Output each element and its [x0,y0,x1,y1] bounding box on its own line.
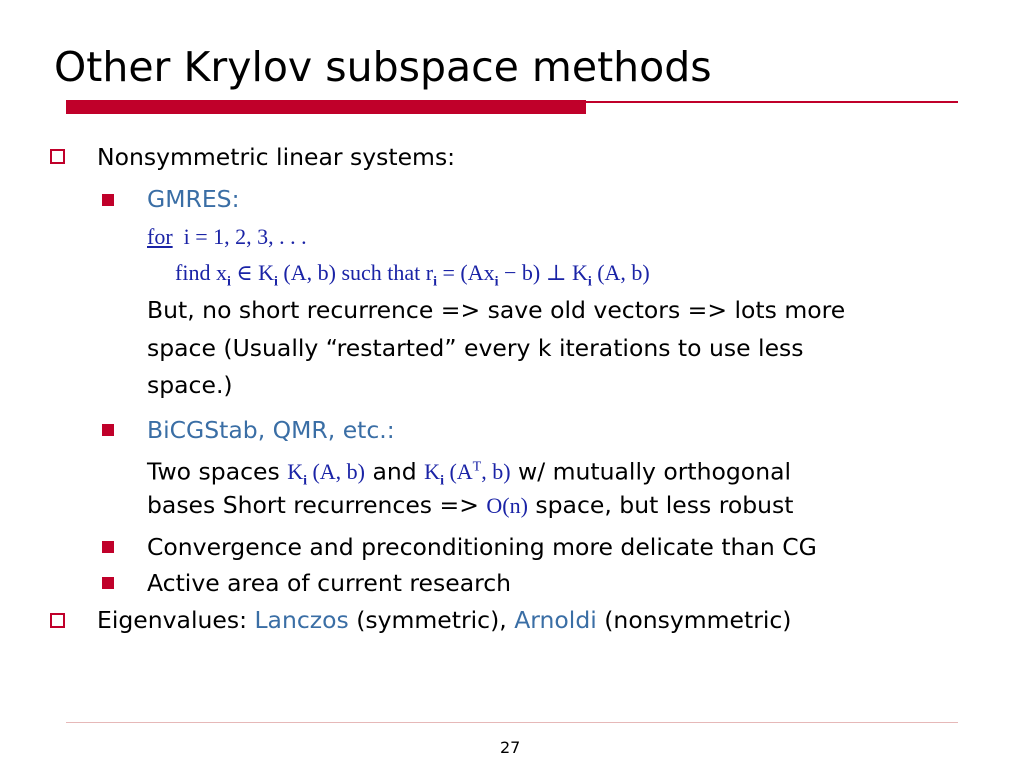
krylov-k: K [424,459,441,485]
symmetric-text: (symmetric), [348,606,515,634]
bicg-label: BiCGStab, QMR, etc.: [147,416,395,444]
element-of-symbol: ∈ [236,260,253,285]
title-rule-thick [66,100,586,114]
minus-b-perp: − b) ⊥ K [498,260,588,285]
square-bullet-icon [102,424,114,436]
short-recurrences-text: bases Short recurrences => [147,491,487,519]
slide-title: Other Krylov subspace methods [54,43,712,91]
square-bullet-icon [102,541,114,553]
ab-end: (A, b) [597,260,650,285]
krylov-k: K [287,459,304,485]
square-bullet-icon [102,577,114,589]
less-robust-text: space, but less robust [527,491,794,519]
hollow-square-bullet-icon [50,613,65,628]
two-spaces-text: Two spaces [147,457,288,486]
bullet-nonsymmetric: Nonsymmetric linear systems: [97,143,456,171]
subscript-i: i [587,274,592,290]
subscript-i: i [440,473,444,489]
eigenvalues-label: Eigenvalues: [97,606,255,634]
subscript-i: i [494,274,499,290]
arnoldi-link: Arnoldi [514,606,597,634]
ab-text: (A, b) [306,459,366,485]
subscript-i: i [226,274,231,290]
krylov-k: K [258,260,275,285]
hollow-square-bullet-icon [50,149,65,164]
nonsymmetric-text: (nonsymmetric) [596,606,792,634]
bullet-active-area: Active area of current research [147,569,512,597]
big-o-n: O(n) [486,493,528,518]
subscript-i: i [274,274,278,290]
superscript-t: T [472,460,482,475]
bicg-line-2 [147,490,794,521]
subscript-i: i [303,473,307,489]
b-close: , b) [481,459,511,485]
gmres-for-line [147,222,307,252]
mutually-orthogonal-text: w/ mutually orthogonal [510,457,792,486]
find-x: find x [175,260,227,285]
square-bullet-icon [102,194,114,206]
for-range: i = 1, 2, 3, . . . [183,224,307,249]
gmres-text-2: space (Usually “restarted” every k iterations to use less [147,334,804,362]
and-text: and [365,457,425,486]
such-that-text: (A, b) such that r [283,260,434,285]
gmres-label: GMRES: [147,185,240,213]
subscript-i: i [433,274,437,290]
gmres-find-line [175,258,650,297]
equals-ax: = (Ax [442,260,495,285]
gmres-text-3: space.) [147,371,233,399]
bullet-convergence: Convergence and preconditioning more delicate than CG [147,533,817,561]
lanczos-link: Lanczos [254,606,349,634]
for-keyword: for [147,224,173,249]
page-number: 27 [500,738,521,757]
footer-rule [66,722,958,723]
bullet-eigenvalues [97,605,791,635]
a-transpose: (A [443,459,473,485]
gmres-text-1: But, no short recurrence => save old vectors => lots more [147,296,846,324]
